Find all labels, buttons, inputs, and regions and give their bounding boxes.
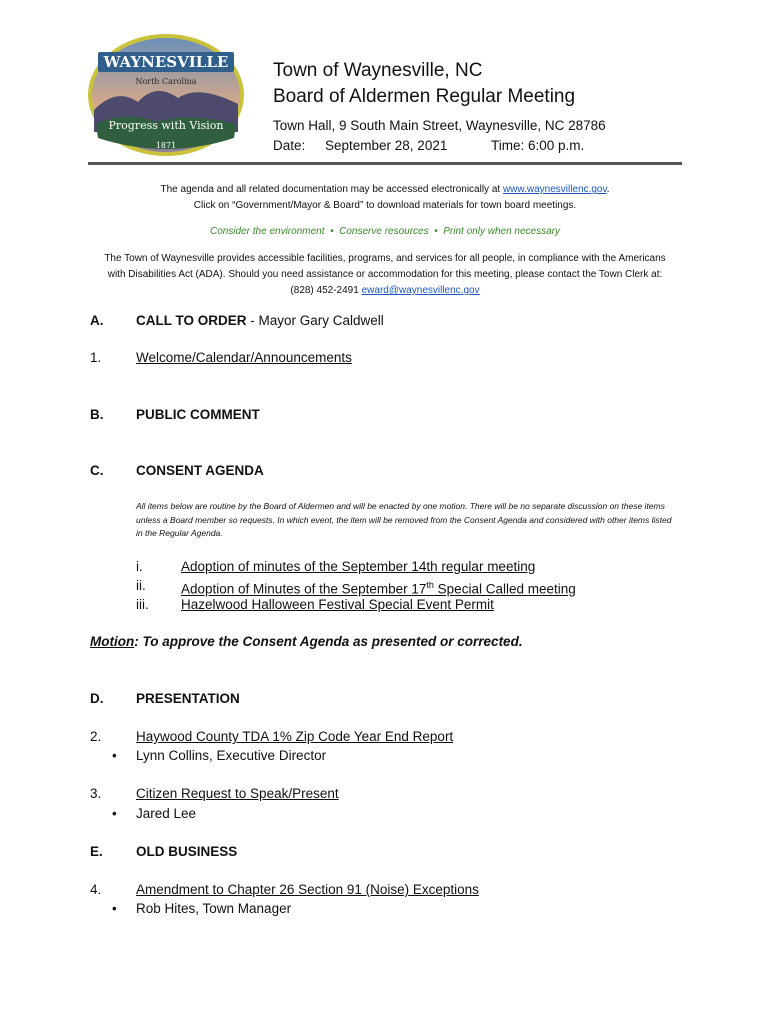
- meeting-header: [273, 58, 606, 156]
- agenda-item-3: [90, 784, 339, 804]
- section-e: [90, 842, 237, 862]
- meeting-title: Board of Aldermen Regular Meeting: [273, 86, 576, 107]
- date-value: September 28, 2021: [325, 138, 448, 153]
- header-divider: [88, 162, 682, 165]
- clerk-email-link[interactable]: eward@waynesvillenc.gov: [361, 285, 480, 296]
- agenda-item-1: [90, 348, 352, 368]
- date-label: Date:: [273, 138, 306, 153]
- item-number: i.: [136, 559, 143, 574]
- town-seal-logo: [86, 32, 246, 158]
- item-number: ii.: [136, 578, 146, 593]
- item-title: Welcome/Calendar/Announcements: [136, 350, 352, 365]
- section-marker: D.: [90, 691, 104, 706]
- presenter-name: Rob Hites, Town Manager: [136, 901, 292, 916]
- item-title-part: Adoption of Minutes of the September 17: [181, 581, 427, 597]
- ada-line-2: with Disabilities Act (ADA). Should you need assistance or accommodation for this meeting, please contact the Town Clerk at:: [107, 269, 663, 280]
- agenda-item-2: [90, 727, 453, 747]
- diamond-icon: •: [330, 226, 334, 237]
- item-number: iii.: [136, 597, 149, 612]
- presenter-bullet: [112, 746, 326, 766]
- item-title-part: Special Called meeting: [433, 581, 576, 597]
- section-title: CALL TO ORDER: [136, 313, 247, 328]
- bullet-icon: •: [112, 806, 117, 821]
- item-title: Haywood County TDA 1% Zip Code Year End Report: [136, 729, 454, 744]
- bullet-icon: •: [112, 901, 117, 916]
- ada-line-1: The Town of Waynesville provides accessible facilities, programs, and services for all people, in compliance with the Americans: [104, 253, 666, 264]
- meeting-address: Town Hall, 9 South Main Street, Waynesville, NC 28786: [273, 118, 606, 133]
- clerk-phone: (828) 452-2491: [290, 285, 362, 296]
- consent-item: [136, 595, 494, 614]
- presiding-officer: - Mayor Gary Caldwell: [246, 313, 384, 328]
- section-title: PUBLIC COMMENT: [136, 407, 260, 422]
- env-text-3: Print only when necessary: [443, 226, 560, 237]
- logo-name: WAYNESVILLE: [103, 53, 229, 71]
- click-instructions: Click on “Government/Mayor & Board” to download materials for town board meetings.: [193, 200, 577, 211]
- section-title: PRESENTATION: [136, 691, 240, 706]
- access-notice: [88, 182, 682, 214]
- meeting-time: Time: 6:00 p.m.: [491, 138, 585, 153]
- section-b: [90, 405, 260, 425]
- agenda-item-4: [90, 880, 479, 900]
- item-title: Citizen Request to Speak/Present: [136, 786, 339, 801]
- motion-text: : To approve the Consent Agenda as presented or corrected.: [134, 634, 523, 649]
- section-a: [90, 311, 384, 331]
- motion-label: Motion: [90, 634, 135, 649]
- town-title: Town of Waynesville, NC: [273, 60, 483, 81]
- section-title: CONSENT AGENDA: [136, 463, 264, 478]
- section-title: OLD BUSINESS: [136, 844, 238, 859]
- presenter-name: Lynn Collins, Executive Director: [136, 748, 327, 763]
- item-title: Hazelwood Halloween Festival Special Event Permit: [181, 597, 494, 612]
- consent-motion: [90, 632, 523, 652]
- date-time-line: [273, 136, 606, 156]
- section-marker: A.: [90, 313, 104, 328]
- logo-year: 1871: [155, 141, 177, 150]
- item-title: Adoption of minutes of the September 14th regular meeting: [181, 559, 536, 574]
- logo-motto: Progress with Vision: [108, 119, 224, 132]
- item-number: 3.: [90, 786, 102, 801]
- section-c: [90, 461, 264, 481]
- presenter-name: Jared Lee: [136, 806, 197, 821]
- presenter-bullet: [112, 804, 196, 824]
- consent-note: All items below are routine by the Board of Aldermen and will be enacted by one motion. There will be no separate discussion on these items unless a Board member so requests. In which event, the item will be removed from the Consent Agenda and considered with other items listed in the Regular Agenda.: [136, 501, 672, 538]
- item-number: 2.: [90, 729, 102, 744]
- section-marker: B.: [90, 407, 104, 422]
- section-d: [90, 689, 240, 709]
- logo-state: North Carolina: [135, 77, 197, 86]
- access-text: The agenda and all related documentation may be accessed electronically at: [160, 184, 503, 195]
- section-marker: E.: [90, 844, 103, 859]
- env-text-2: Conserve resources: [339, 226, 429, 237]
- item-title: Amendment to Chapter 26 Section 91 (Noise) Exceptions: [136, 882, 479, 897]
- diamond-icon: •: [434, 226, 438, 237]
- access-suffix: .: [606, 184, 610, 195]
- item-number: 1.: [90, 350, 102, 365]
- item-number: 4.: [90, 882, 102, 897]
- bullet-icon: •: [112, 748, 117, 763]
- env-text-1: Consider the environment: [209, 226, 325, 237]
- consent-item: [136, 557, 535, 576]
- section-marker: C.: [90, 463, 104, 478]
- ordinal-suffix: th: [426, 580, 434, 590]
- presenter-bullet: [112, 899, 291, 919]
- ada-notice: [88, 251, 682, 299]
- website-link[interactable]: www.waynesvillenc.gov: [502, 184, 607, 195]
- environment-notice: [88, 224, 682, 240]
